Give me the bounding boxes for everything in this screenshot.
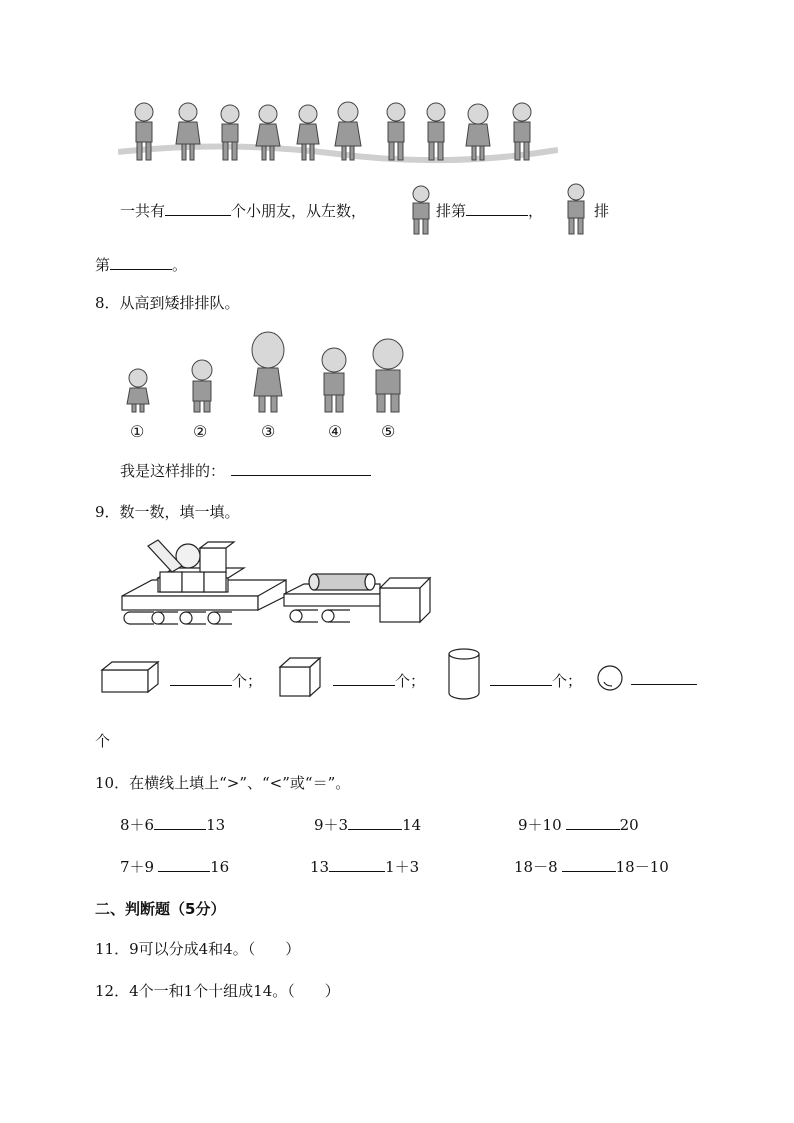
q9-count-cuboid <box>170 670 262 691</box>
q10-r2-expr3: 18－8 <box>514 858 558 876</box>
q9-unit-2: 个； <box>395 672 426 690</box>
q8-child-1 <box>127 369 149 412</box>
q9-count-cube <box>333 670 425 691</box>
q10-row1-item1 <box>120 814 225 835</box>
q10-title: 10．在横线上填上“>”、“<”或“＝”。 <box>95 774 351 792</box>
q9-cube-blank[interactable] <box>333 671 395 686</box>
q10-r1-val3: 20 <box>619 816 639 834</box>
q7-line-1c <box>594 200 609 221</box>
q7-text-6: 第 <box>95 256 111 274</box>
q7-line-1b <box>436 200 543 221</box>
q8-child-3 <box>252 332 284 412</box>
q9-count-cylinder <box>490 670 582 691</box>
child-2 <box>176 103 200 160</box>
child-3 <box>221 105 239 160</box>
cuboid-icon <box>100 660 160 694</box>
sphere-icon <box>596 664 624 692</box>
boy-icon-b <box>562 182 590 236</box>
q10-r2-val1: 16 <box>210 858 230 876</box>
q10-row1-item3 <box>518 814 639 835</box>
q7-position-b-blank[interactable] <box>110 255 172 270</box>
q8-children-illustration <box>118 330 418 416</box>
q8-answer-line <box>120 460 371 481</box>
q7-total-blank[interactable] <box>165 201 231 216</box>
q9-title: 9．数一数，填一填。 <box>95 503 240 521</box>
q10-r2-expr2: 13 <box>310 858 330 876</box>
child-4 <box>256 105 280 160</box>
q7-text-7: 。 <box>172 256 188 274</box>
q11-text: 11．9可以分成4和4。（ ） <box>95 940 301 958</box>
q10-r1-expr1: 8＋6 <box>120 816 155 834</box>
child-7 <box>387 103 405 160</box>
q8-child-5 <box>373 339 403 412</box>
q10-r2-expr1: 7＋9 <box>120 858 155 876</box>
q8-answer-blank[interactable] <box>231 461 371 476</box>
q12-text: 12．4个一和1个十组成14。（ ） <box>95 982 340 1000</box>
q10-r2-blank2[interactable] <box>329 857 385 872</box>
q10-r1-expr2: 9＋3 <box>314 816 349 834</box>
q10-r1-blank2[interactable] <box>348 815 402 830</box>
q7-position-a-blank[interactable] <box>466 201 528 216</box>
cylinder-icon <box>446 647 482 701</box>
q10-r2-val3: 18－10 <box>615 858 669 876</box>
q7-text-1: 一共有 <box>120 202 166 220</box>
q8-label-4: ④ <box>328 422 343 441</box>
q10-r1-val1: 13 <box>206 816 226 834</box>
q10-r2-val2: 1＋3 <box>385 858 420 876</box>
q7-line-1 <box>120 200 366 221</box>
child-10 <box>513 103 531 160</box>
child-9 <box>466 104 490 160</box>
q9-cylinder-blank[interactable] <box>490 671 552 686</box>
q9-unit-1: 个； <box>232 672 263 690</box>
q7-line-2 <box>95 254 187 275</box>
q8-child-2 <box>192 360 212 412</box>
q8-label-1: ① <box>130 422 145 441</box>
child-8 <box>427 103 445 160</box>
q9-count-sphere <box>631 670 697 689</box>
q10-row1-item2 <box>314 814 421 835</box>
q9-unit-last: 个 <box>95 732 111 750</box>
q7-text-2: 个小朋友，从左数， <box>231 202 367 220</box>
q7-text-3: 排第 <box>436 202 467 220</box>
q8-answer-prompt: 我是这样排的： <box>120 462 226 480</box>
q9-cuboid-blank[interactable] <box>170 671 232 686</box>
q9-unit-3: 个； <box>552 672 583 690</box>
q10-r1-expr3: 9＋10 <box>518 816 562 834</box>
q10-r2-blank1[interactable] <box>158 857 210 872</box>
cube-icon <box>278 656 322 698</box>
q8-title: 8．从高到矮排排队。 <box>95 294 240 312</box>
q10-row2-item1 <box>120 856 229 877</box>
q10-row2-item2 <box>310 856 419 877</box>
q10-r1-val2: 14 <box>402 816 422 834</box>
q8-label-2: ② <box>193 422 208 441</box>
q10-r1-blank1[interactable] <box>154 815 206 830</box>
section-2-heading: 二、判断题（5分） <box>95 900 226 918</box>
boy-icon-a <box>408 184 434 236</box>
q9-blocks-illustration <box>118 536 438 628</box>
q9-sphere-blank[interactable] <box>631 670 697 685</box>
children-row-illustration <box>118 100 558 168</box>
q10-r1-blank3[interactable] <box>566 815 620 830</box>
q7-text-5: 排 <box>594 202 610 220</box>
q8-label-5: ⑤ <box>381 422 396 441</box>
q8-label-3: ③ <box>261 422 276 441</box>
q8-child-4 <box>322 348 346 412</box>
q10-r2-blank3[interactable] <box>562 857 616 872</box>
q7-text-4: ， <box>528 202 544 220</box>
q10-row2-item3 <box>514 856 669 877</box>
